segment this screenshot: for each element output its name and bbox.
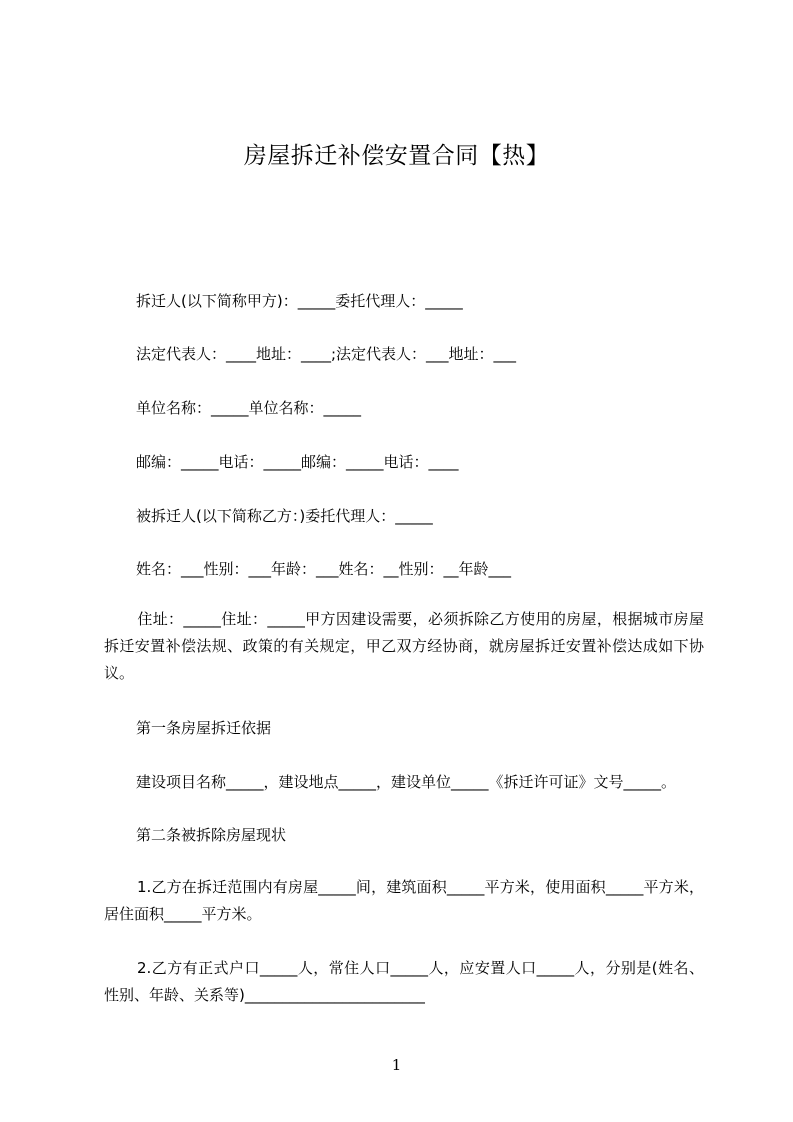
document-title: 房屋拆迁补偿安置合同【热】 (243, 143, 550, 169)
relocator-line: 拆迁人(以下简称甲方)：_____委托代理人：_____ (136, 292, 463, 310)
legal-representative-line: 法定代表人：____地址：____;法定代表人：___地址：___ (136, 345, 517, 363)
article2-item1-text: 1.乙方在拆迁范围内有房屋_____间，建筑面积_____平方米，使用面积_____平方米，居住面积_____平方米。 (104, 878, 704, 923)
article2-item1-paragraph (104, 874, 704, 928)
address-intro-paragraph (104, 606, 704, 687)
address-intro-text: 住址：_____住址：_____甲方因建设需要，必须拆除乙方使用的房屋，根据城市房屋拆迁安置补偿法规、政策的有关规定，甲乙双方经协商，就房屋拆迁安置补偿达成如下协议。 (104, 610, 704, 682)
article1-heading: 第一条房屋拆迁依据 (136, 719, 272, 737)
personal-info-line: 姓名：___性别：___年龄：___姓名：__性别：__年龄___ (136, 560, 512, 578)
relocatee-line: 被拆迁人(以下简称乙方：)委托代理人：_____ (136, 507, 433, 525)
article2-item2-text: 2.乙方有正式户口_____人，常住人口_____人，应安置人口_____人，分别是(姓名、性别、年龄、关系等)________________________ (104, 959, 704, 1004)
page-number: 1 (391, 1056, 402, 1074)
article2-item2-paragraph (104, 955, 704, 1009)
postal-phone-line: 邮编：_____电话：_____邮编：_____电话：____ (136, 453, 459, 471)
article2-heading: 第二条被拆除房屋现状 (136, 826, 287, 844)
article1-body: 建设项目名称_____，建设地点_____，建设单位_____《拆迁许可证》文号_____。 (136, 773, 677, 791)
unit-name-line: 单位名称：_____单位名称：_____ (136, 399, 362, 417)
